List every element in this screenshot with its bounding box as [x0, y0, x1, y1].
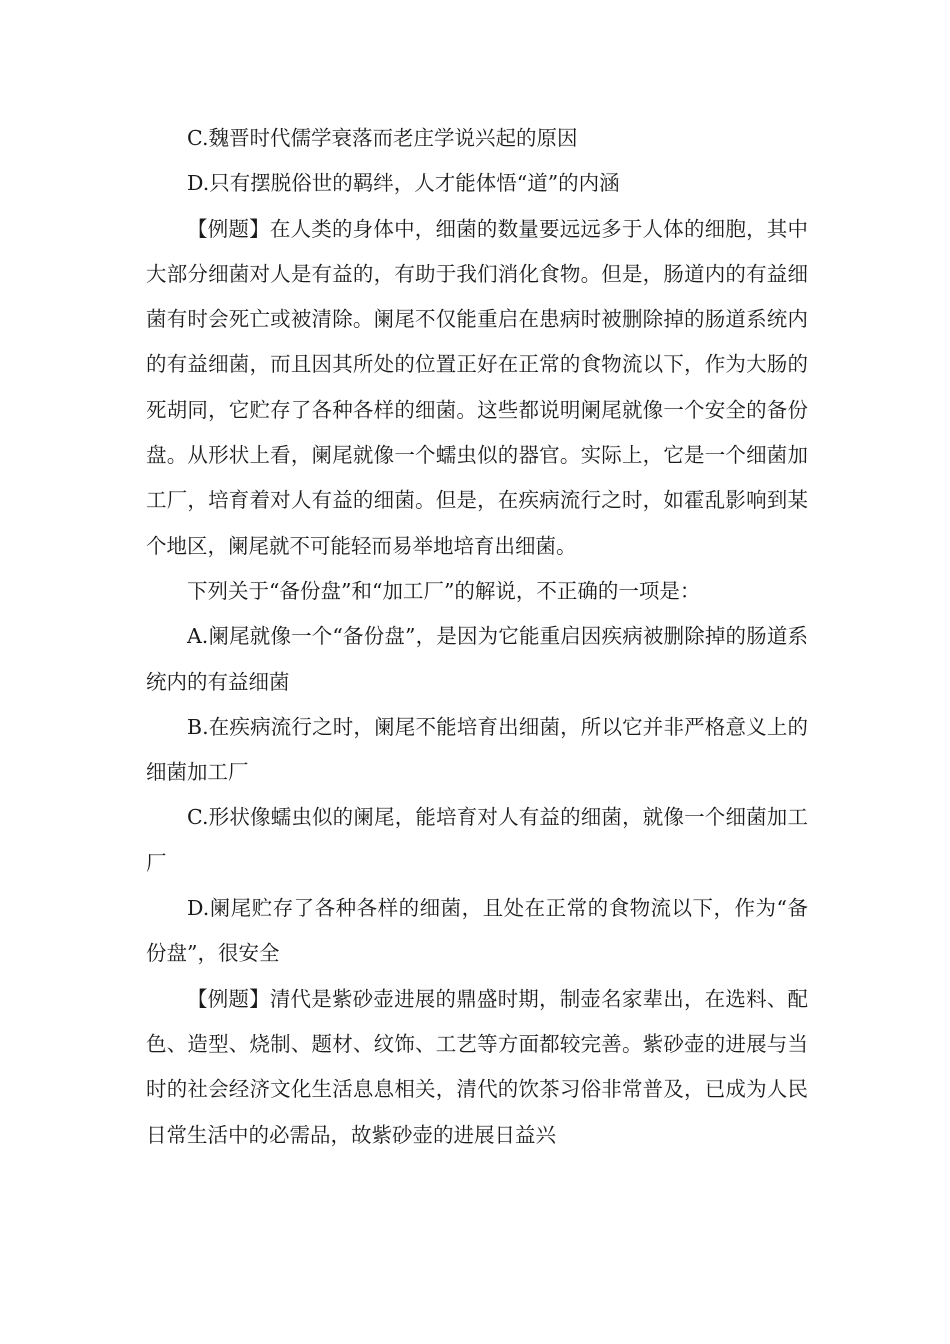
example-passage-teapot: 【例题】清代是紫砂壶进展的鼎盛时期，制壶名家辈出，在选料、配色、造型、烧制、题材、纹饰、工艺等方面都较完善。紫砂壶的进展与当时的社会经济文化生活息息相关，清代的饮茶习俗非常普及，已成为人民日常生活中的必需品，故紫砂壶的进展日益兴: [146, 986, 808, 1147]
option-b: B.在疾病流行之时，阑尾不能培育出细菌，所以它并非严格意义上的细菌加工厂: [146, 714, 808, 785]
option-d: D.阑尾贮存了各种各样的细菌，且处在正常的食物流以下，作为“备份盘”，很安全: [146, 896, 808, 966]
option-c: C.形状像蠕虫似的阑尾，能培育对人有益的细菌，就像一个细菌加工厂: [146, 805, 808, 875]
option-d-previous: D.只有摆脱俗世的羁绊，人才能体悟“道”的内涵: [187, 171, 620, 196]
document-page: [146, 116, 808, 1158]
option-a: A.阑尾就像一个“备份盘”，是因为它能重启因疾病被删除掉的肠道系统内的有益细菌: [146, 624, 808, 694]
option-c-previous: C.魏晋时代儒学衰落而老庄学说兴起的原因: [187, 126, 578, 150]
question-stem: 下列关于“备份盘”和“加工厂”的解说，不正确的一项是：: [187, 578, 701, 603]
example-passage-appendix: 【例题】在人类的身体中，细菌的数量要远远多于人体的细胞，其中大部分细菌对人是有益的，有助于我们消化食物。但是，肠道内的有益细菌有时会死亡或被清除。阑尾不仅能重启在患病时被删除掉的肠道系统内的有益细菌，而且因其所处的位置正好在正常的食物流以下，作为大肠的死胡同，它贮存了各种各样的细菌。这些都说明阑尾就像一个安全的备份盘。从形状上看，阑尾就像一个蠕虫似的器官。实际上，它是一个细菌加工厂，培育着对人有益的细菌。但是，在疾病流行之时，如霍乱影响到某个地区，阑尾就不可能轻而易举地培育出细菌。: [146, 216, 808, 558]
